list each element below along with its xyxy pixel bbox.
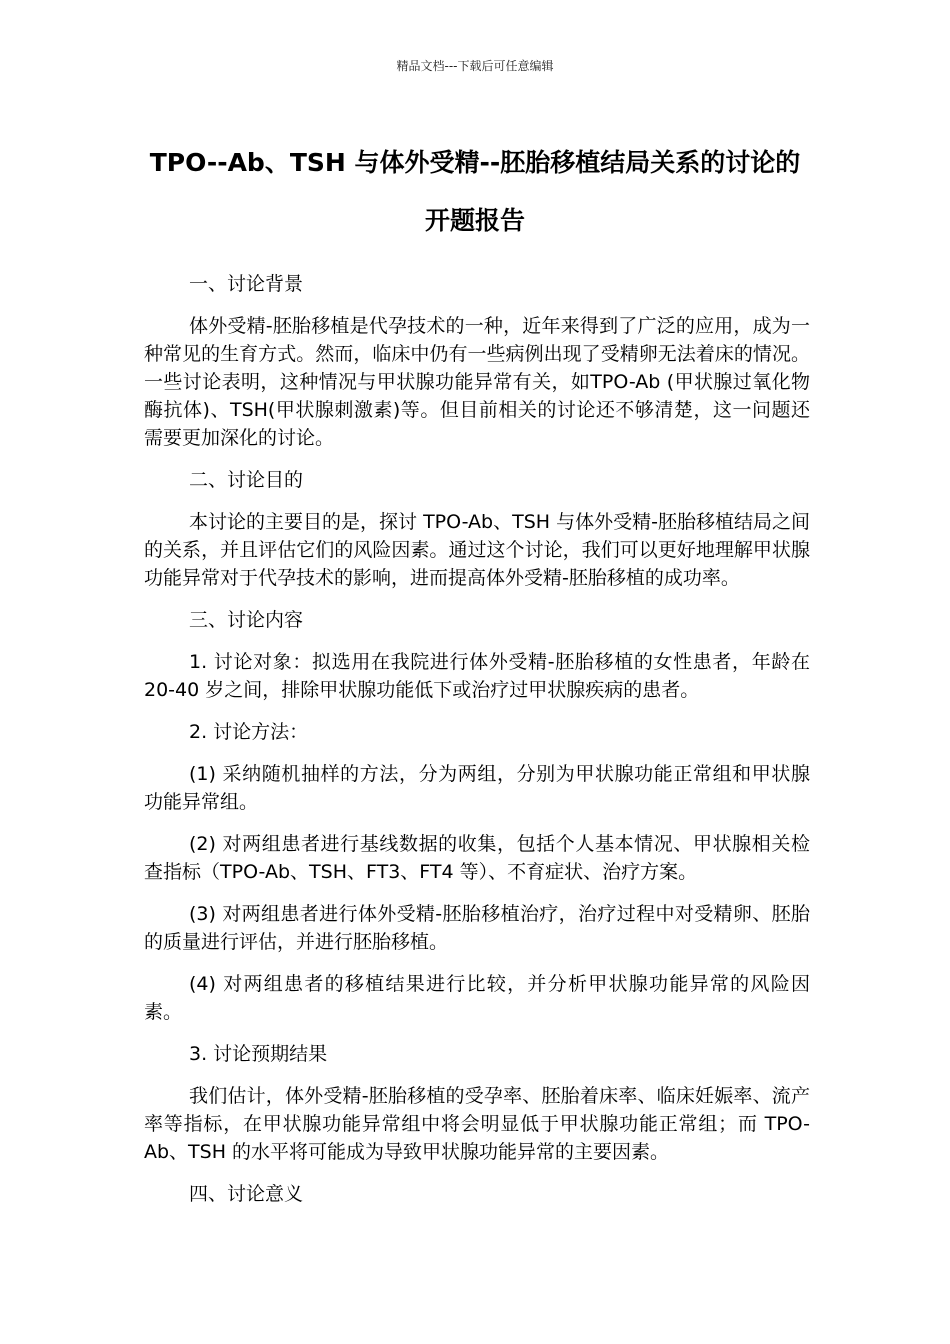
section-heading-background: 一、讨论背景 bbox=[189, 273, 304, 295]
section-heading-significance: 四、讨论意义 bbox=[189, 1183, 304, 1205]
paragraph-background: 体外受精-胚胎移植是代孕技术的一种，近年来得到了广泛的应用，成为一种常见的生育方式。然而，临床中仍有一些病例出现了受精卵无法着床的情况。一些讨论表明，这种情况与甲状腺功能异常有关，如TPO-Ab (甲状腺过氧化物酶抗体)、TSH(甲状腺刺激素)等。但目前相关的讨论还不够清楚，这一问题还需要更加深化的讨论。 bbox=[144, 315, 810, 449]
header-note: 精品文档---下载后可任意编辑 bbox=[396, 59, 554, 73]
paragraph-methods-heading: 2. 讨论方法： bbox=[189, 721, 309, 743]
paragraph-method-3: (3) 对两组患者进行体外受精-胚胎移植治疗，治疗过程中对受精卵、胚胎的质量进行评估，并进行胚胎移植。 bbox=[144, 903, 810, 953]
paragraph-expected-heading: 3. 讨论预期结果 bbox=[189, 1043, 328, 1065]
document-title: TPO--Ab、TSH 与体外受精--胚胎移植结局关系的讨论的开题报告 bbox=[149, 148, 801, 235]
document-body bbox=[144, 270, 810, 1222]
paragraph-expected-results: 我们估计，体外受精-胚胎移植的受孕率、胚胎着床率、临床妊娠率、流产率等指标，在甲状腺功能异常组中将会明显低于甲状腺功能正常组；而 TPO-Ab、TSH 的水平将可能成为导致甲状腺功能异常的主要因素。 bbox=[144, 1085, 810, 1163]
paragraph-subjects: 1. 讨论对象：拟选用在我院进行体外受精-胚胎移植的女性患者，年龄在 20-40 岁之间，排除甲状腺功能低下或治疗过甲状腺疾病的患者。 bbox=[144, 651, 810, 701]
paragraph-purpose: 本讨论的主要目的是，探讨 TPO-Ab、TSH 与体外受精-胚胎移植结局之间的关系，并且评估它们的风险因素。通过这个讨论，我们可以更好地理解甲状腺功能异常对于代孕技术的影响，进而提高体外受精-胚胎移植的成功率。 bbox=[144, 511, 810, 589]
paragraph-method-1: (1) 采纳随机抽样的方法，分为两组，分别为甲状腺功能正常组和甲状腺功能异常组。 bbox=[144, 763, 810, 813]
paragraph-method-4: (4) 对两组患者的移植结果进行比较，并分析甲状腺功能异常的风险因素。 bbox=[144, 973, 810, 1023]
paragraph-method-2: (2) 对两组患者进行基线数据的收集，包括个人基本情况、甲状腺相关检查指标（TPO-Ab、TSH、FT3、FT4 等）、不育症状、治疗方案。 bbox=[144, 833, 810, 883]
section-heading-purpose: 二、讨论目的 bbox=[189, 469, 304, 491]
section-heading-content: 三、讨论内容 bbox=[189, 609, 304, 631]
